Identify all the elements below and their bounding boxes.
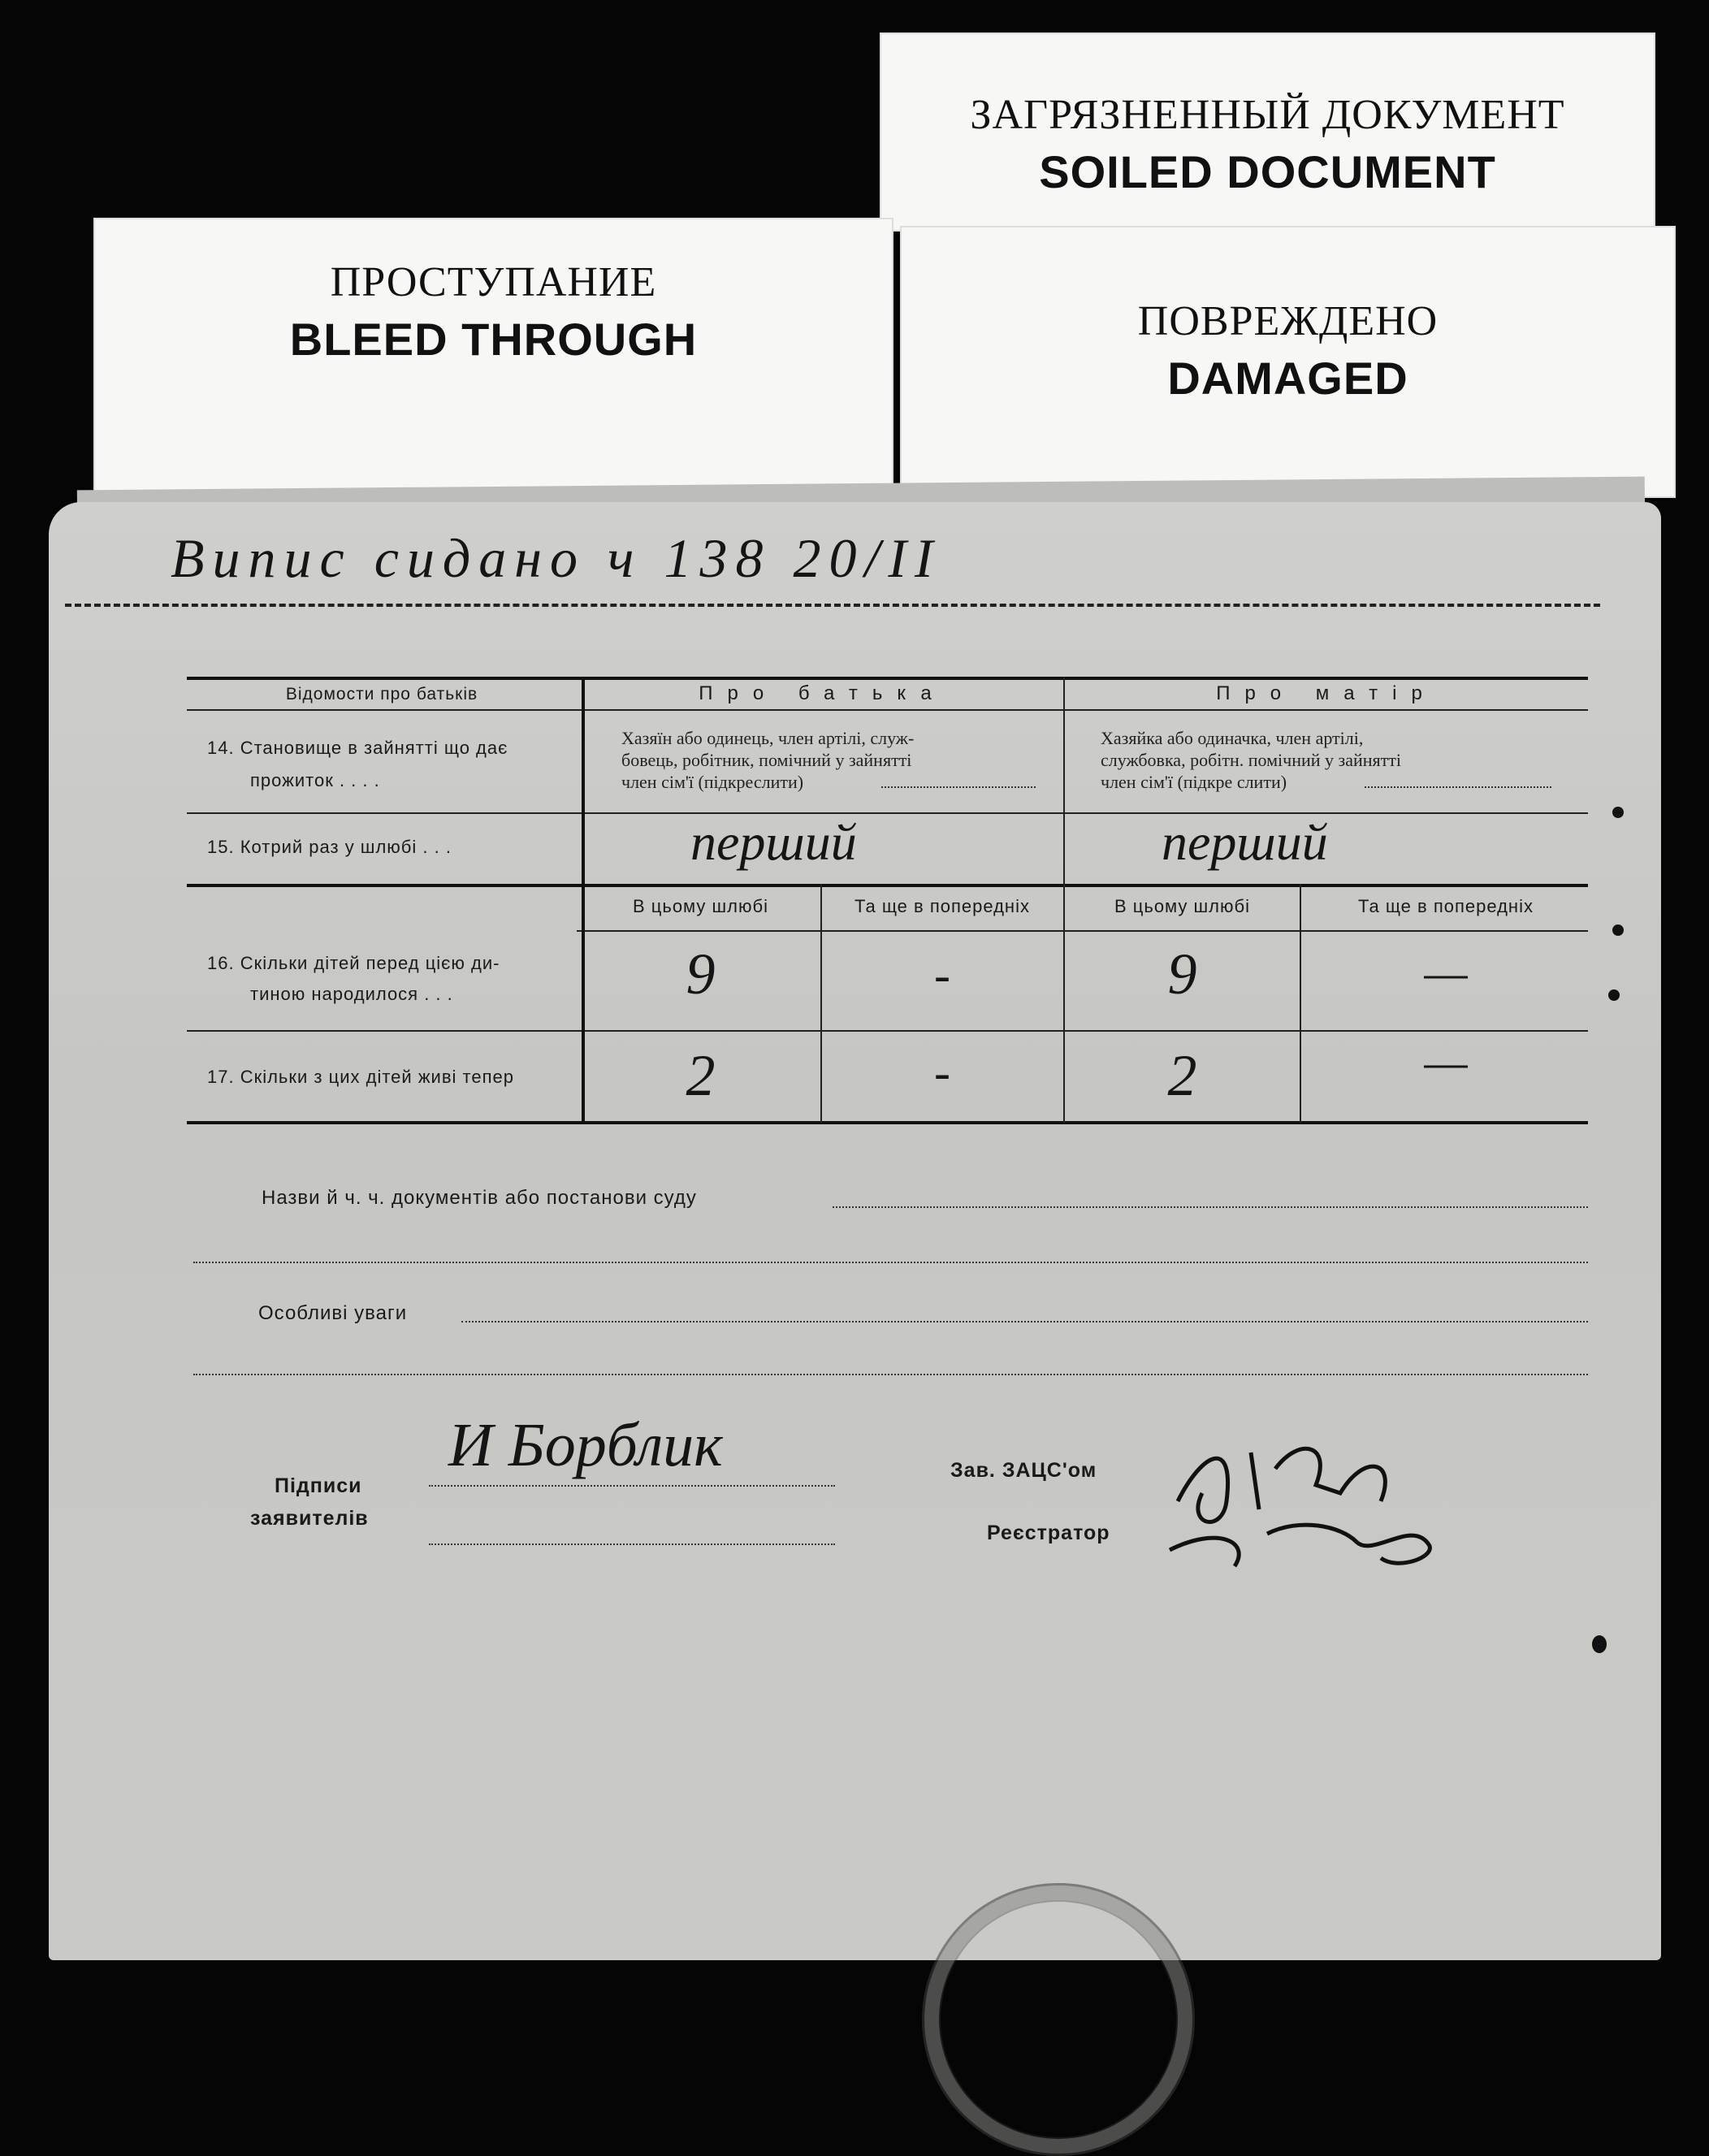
- row14-father-1: Хазяїн або одинець, член артілі, служ-: [621, 728, 915, 748]
- row14-label-1: 14. Становище в зайнятті що дає: [207, 738, 508, 758]
- header-father: Про батька: [699, 682, 946, 704]
- sub-mother-prev: Та ще в попередніх: [1358, 896, 1534, 916]
- row14-mother-3: член сім'ї (підкре слити): [1101, 772, 1287, 792]
- bleed-card-en: BLEED THROUGH: [289, 314, 698, 365]
- row16-father-this: 9: [686, 942, 716, 1007]
- top-dashed-line: [65, 604, 1600, 607]
- soiled-document-card: [880, 32, 1655, 232]
- row14-father-2: бовець, робітник, помічний у зайнятті: [621, 750, 912, 770]
- row17-father-prev: -: [934, 1046, 950, 1099]
- remarks-label: Особливі уваги: [258, 1302, 408, 1324]
- soiled-card-ru: ЗАГРЯЗНЕННЫЙ ДОКУМЕНТ: [970, 92, 1565, 138]
- row14-label-2: прожиток . . . .: [250, 770, 380, 790]
- applicants-label-2: заявителів: [250, 1507, 369, 1530]
- punch-hole: [1612, 807, 1624, 818]
- punch-hole: [1612, 924, 1624, 936]
- row15-father-value: перший: [690, 813, 857, 871]
- row15-mother-value: перший: [1162, 813, 1328, 871]
- row14-father-3: член сім'ї (підкреслити): [621, 772, 804, 792]
- row16-label-2: тиною народилося . . .: [250, 984, 453, 1004]
- bleed-card-ru: ПРОСТУПАНИЕ: [330, 259, 657, 305]
- bleed-through-card: [93, 218, 893, 498]
- punch-hole: [1592, 1635, 1607, 1653]
- damaged-card-ru: ПОВРЕЖДЕНО: [1137, 298, 1439, 344]
- damaged-card-en: DAMAGED: [1167, 353, 1408, 404]
- row16-label-1: 16. Скільки дітей перед цією ди-: [207, 953, 500, 973]
- punch-hole: [1608, 989, 1620, 1001]
- damaged-card: [900, 226, 1676, 498]
- documents-label: Назви й ч. ч. документів або постанови суду: [262, 1187, 697, 1209]
- official-stamp: [922, 1883, 1195, 2156]
- registrar-label: Реєстратор: [987, 1522, 1110, 1544]
- form-sheet: [49, 502, 1661, 1960]
- row17-father-this: 2: [686, 1043, 716, 1108]
- applicant-signature: И Борблик: [448, 1411, 723, 1479]
- applicants-label-1: Підписи: [275, 1474, 362, 1497]
- row15-label: 15. Котрий раз у шлюбі . . .: [207, 837, 452, 857]
- soiled-card-en: SOILED DOCUMENT: [1039, 146, 1496, 197]
- row17-mother-prev: —: [1424, 1035, 1468, 1089]
- row14-mother-2: службовка, робітн. помічний у зайнятті: [1101, 750, 1401, 770]
- row17-mother-this: 2: [1167, 1043, 1197, 1108]
- row17-label: 17. Скільки з цих дітей живі тепер: [207, 1067, 514, 1087]
- header-parents: Відомости про батьків: [285, 685, 478, 704]
- head-label: Зав. ЗАЦС'ом: [950, 1459, 1097, 1482]
- row16-mother-prev: —: [1424, 946, 1468, 999]
- sub-mother-this: В цьому шлюбі: [1114, 896, 1251, 916]
- header-mother: Про матір: [1216, 682, 1437, 704]
- sub-father-this: В цьому шлюбі: [632, 896, 769, 916]
- sub-father-prev: Та ще в попередніх: [854, 896, 1030, 916]
- official-signature: [1153, 1404, 1478, 1574]
- row14-mother-1: Хазяйка або одиначка, член артілі,: [1101, 728, 1364, 748]
- row16-mother-this: 9: [1167, 942, 1197, 1007]
- top-handwriting: Випис сидано ч 138 20/ІІ: [171, 527, 941, 589]
- row16-father-prev: -: [934, 948, 950, 1002]
